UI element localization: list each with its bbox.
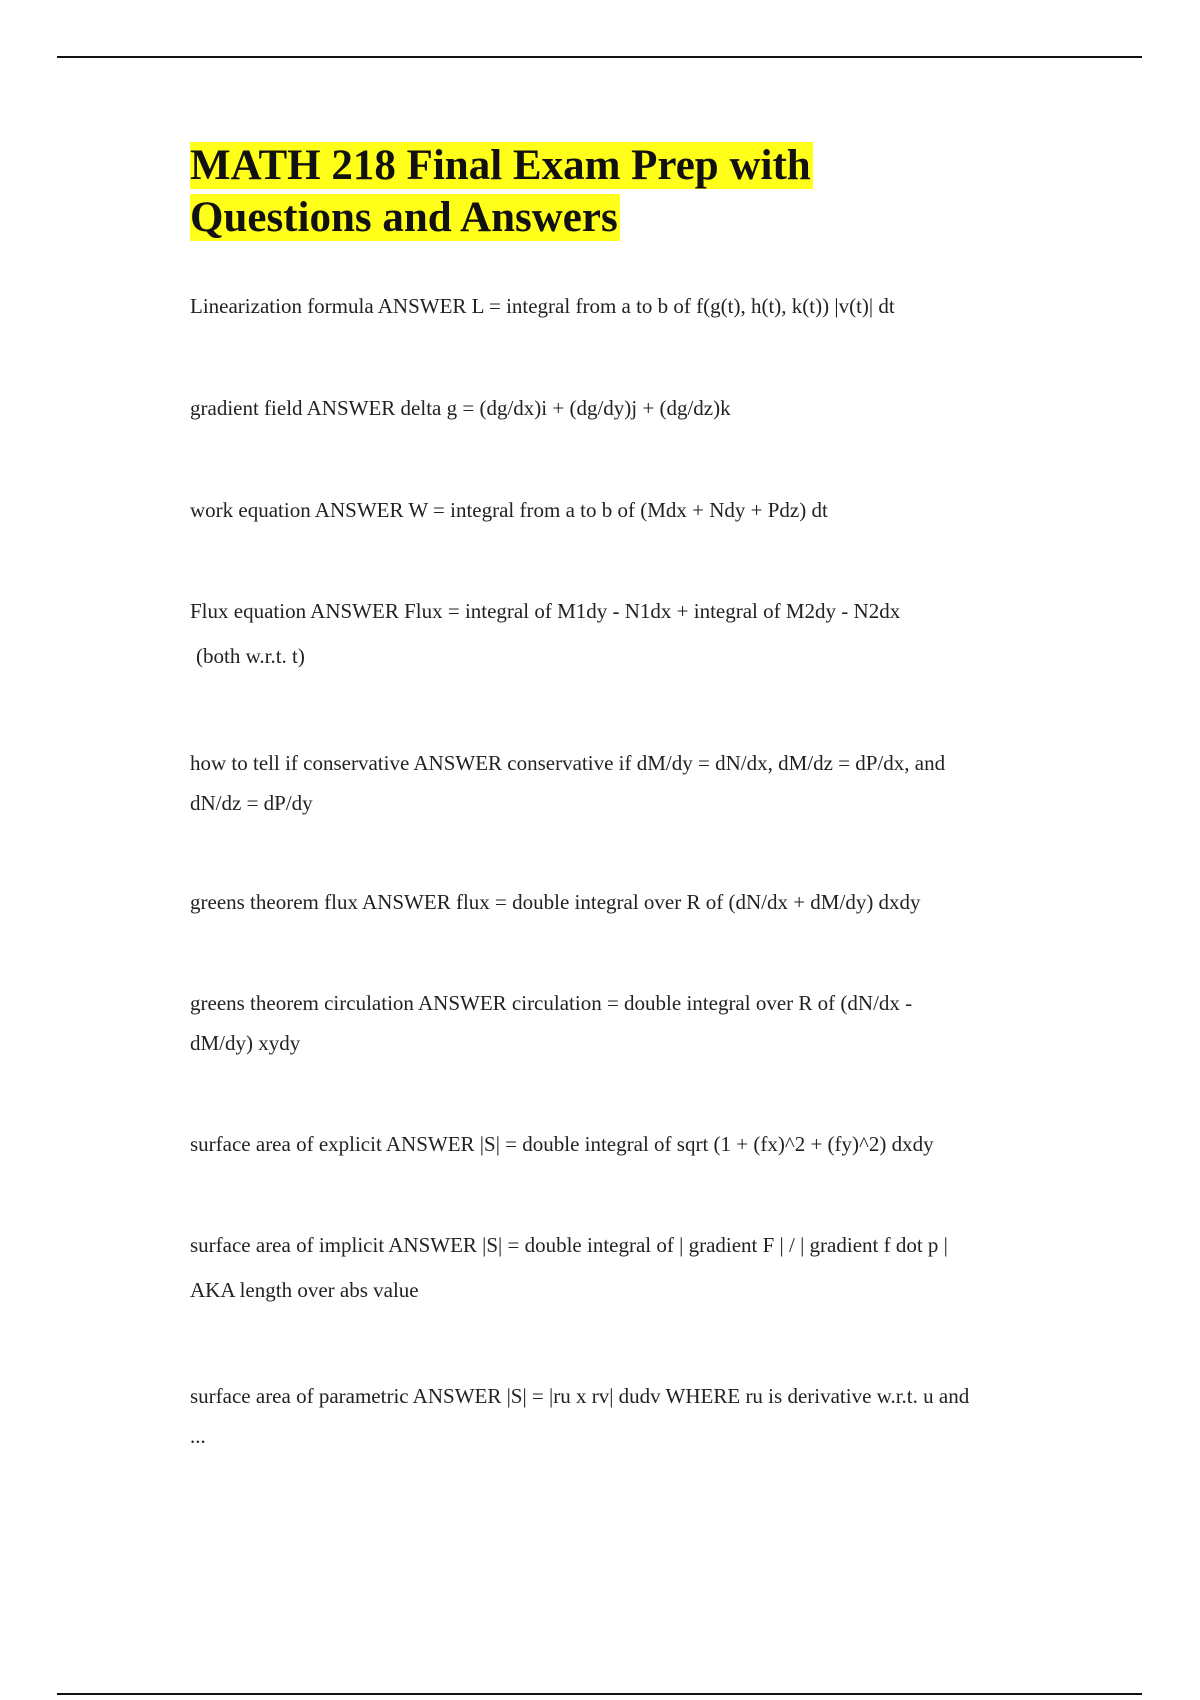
title-block [190,140,1070,244]
qa-item-surface-implicit [190,1225,1070,1315]
qa-item-greens-circulation [190,983,1070,1063]
title-line-2: Questions and Answers [190,194,618,241]
qa-text-continued: (both w.r.t. t) [196,644,305,668]
page-title [190,140,1070,244]
qa-text: surface area of parametric ANSWER |S| = |ru x rv| dudv WHERE ru is derivative w.r.t. u and [190,1384,970,1408]
qa-text: surface area of implicit ANSWER |S| = double integral of | gradient F | / | gradient f dot p | [190,1233,948,1257]
qa-item-greens-flux [190,882,1070,922]
qa-text: work equation ANSWER W = integral from a to b of (Mdx + Ndy + Pdz) dt [190,498,828,522]
qa-text-continued: AKA length over abs value [190,1278,419,1302]
qa-text: Linearization formula ANSWER L = integral from a to b of f(g(t), h(t), k(t)) |v(t)| dt [190,294,895,318]
qa-text: how to tell if conservative ANSWER conservative if dM/dy = dN/dx, dM/dz = dP/dx, and [190,751,946,775]
header-rule [57,56,1142,58]
qa-item-surface-explicit [190,1124,1070,1164]
qa-item-work-equation [190,490,1070,530]
qa-text-continued: dN/dz = dP/dy [190,791,313,815]
qa-item-surface-parametric [190,1376,1070,1456]
qa-item-conservative [190,743,1070,823]
qa-text-continued: dM/dy) xydy [190,1031,301,1055]
qa-text: Flux equation ANSWER Flux = integral of M1dy - N1dx + integral of M2dy - N2dx [190,599,901,623]
qa-text-continued: ... [190,1424,206,1448]
qa-item-linearization [190,286,1070,326]
footer-rule [57,1693,1142,1695]
qa-text: greens theorem circulation ANSWER circulation = double integral over R of (dN/dx - [190,991,913,1015]
qa-item-gradient-field [190,388,1070,428]
qa-text: greens theorem flux ANSWER flux = double integral over R of (dN/dx + dM/dy) dxdy [190,890,921,914]
qa-item-flux-equation [190,591,1070,681]
title-line-1: MATH 218 Final Exam Prep with [190,142,811,189]
qa-text: surface area of explicit ANSWER |S| = double integral of sqrt (1 + (fx)^2 + (fy)^2) dxdy [190,1132,934,1156]
qa-text: gradient field ANSWER delta g = (dg/dx)i + (dg/dy)j + (dg/dz)k [190,396,731,420]
